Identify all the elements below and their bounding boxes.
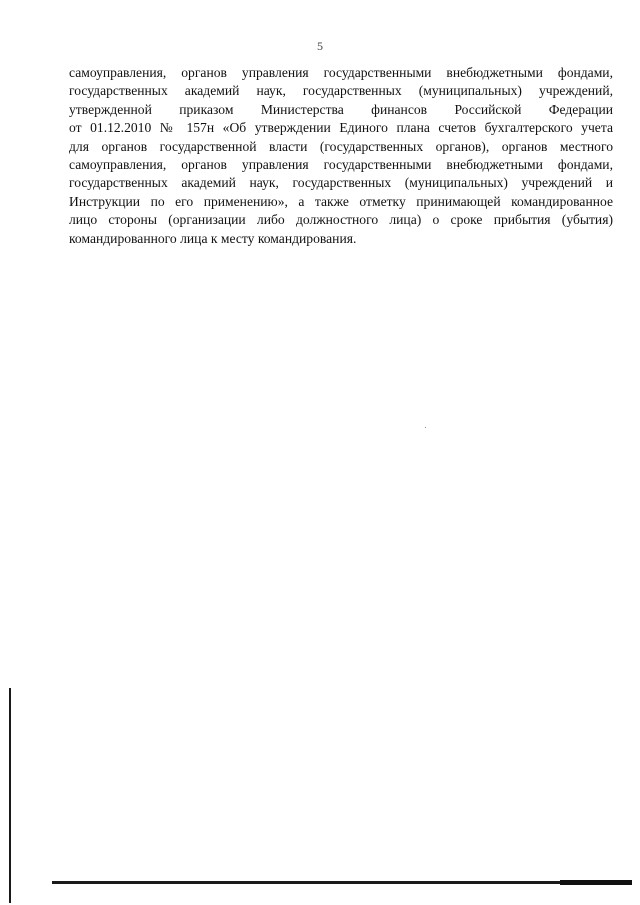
body-paragraph bbox=[69, 64, 613, 248]
scan-bottom-edge-mark bbox=[560, 880, 632, 885]
paragraph-line: лицо стороны (организации либо должностного лица) о сроке прибытия (убытия) bbox=[69, 212, 613, 228]
paragraph-line: самоуправления, органов управления государственными внебюджетными фондами, bbox=[69, 65, 613, 80]
page-number: 5 bbox=[317, 39, 323, 53]
scan-artifact-dot bbox=[425, 427, 426, 428]
paragraph-line: самоуправления, органов управления государственными внебюджетными фондами, bbox=[69, 157, 613, 173]
scan-left-edge-line bbox=[9, 688, 11, 903]
paragraph-line: государственных академий наук, государственных (муниципальных) учреждений, bbox=[69, 83, 613, 99]
paragraph-line: Инструкции по его применению», а также отметку принимающей командированное bbox=[69, 193, 613, 209]
paragraph-line-last: командированного лица к месту командирования. bbox=[69, 230, 357, 246]
paragraph-line: утвержденной приказом Министерства финансов Российской Федерации bbox=[69, 101, 613, 117]
paragraph-line: от 01.12.2010 № 157н «Об утверждении Единого плана счетов бухгалтерского учета bbox=[69, 120, 613, 136]
scan-bottom-edge-line bbox=[52, 881, 632, 884]
paragraph-line: для органов государственной власти (государственных органов), органов местного bbox=[69, 138, 613, 154]
paragraph-line: государственных академий наук, государственных (муниципальных) учреждений и bbox=[69, 175, 613, 191]
